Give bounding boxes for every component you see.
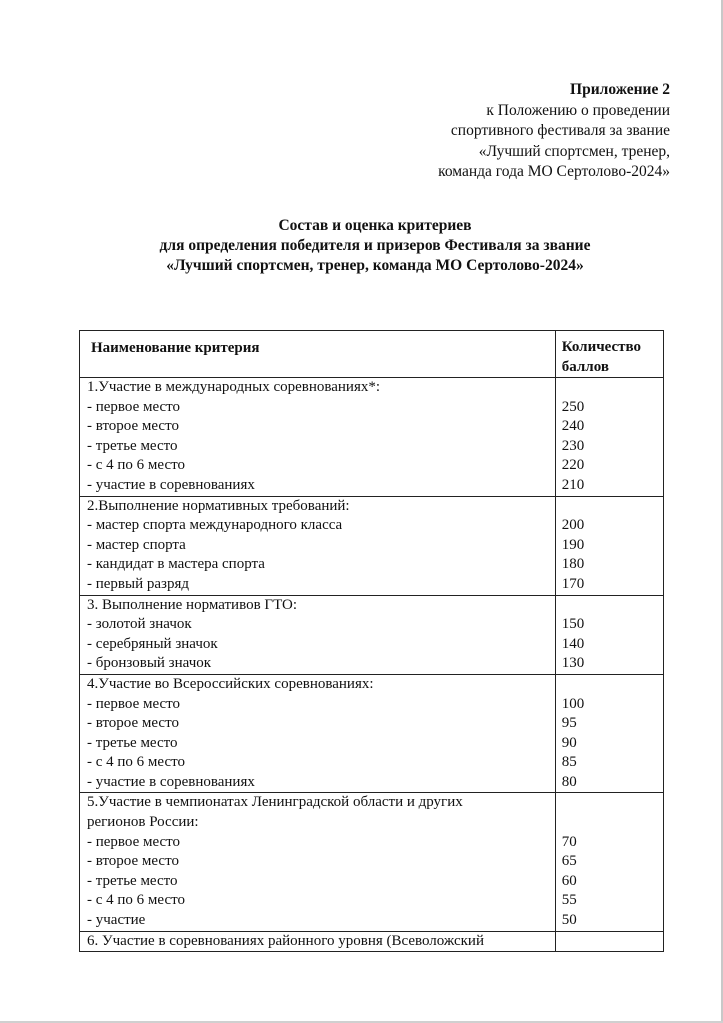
section-title: 4.Участие во Всероссийских соревнованиях: (87, 675, 374, 692)
points-cell (555, 496, 663, 595)
section-title: 5.Участие в чемпионатах Ленинградской области и других (87, 794, 463, 811)
criterion-item: - участие в соревнованиях (87, 476, 255, 493)
criterion-item: - с 4 по 6 место (87, 892, 185, 909)
points-value: 50 (561, 912, 577, 929)
table-header-row (80, 331, 664, 378)
table-row (80, 595, 664, 674)
appendix-line: команда года МО Сертолово-2024» (438, 163, 670, 181)
points-value: 240 (561, 418, 585, 435)
criterion-item: - кандидат в мастера спорта (87, 556, 265, 573)
points-value: 65 (561, 853, 577, 870)
table-row (80, 378, 664, 497)
points-cell (555, 595, 663, 674)
points-value: 150 (561, 616, 585, 633)
criterion-item: - серебряный значок (87, 635, 218, 652)
points-value: 80 (561, 773, 577, 790)
points-spacer (556, 378, 663, 398)
points-value: 130 (561, 655, 585, 672)
criterion-item: - второе место (87, 853, 179, 870)
header-criterion: Наименование критерия (80, 331, 556, 378)
table-row (80, 931, 664, 952)
criterion-item: - участие в соревнованиях (87, 773, 255, 790)
criterion-cell (80, 496, 556, 595)
points-value: 210 (561, 476, 585, 493)
section-title: регионов России: (87, 814, 199, 831)
criterion-item: - второе место (87, 418, 179, 435)
points-cell (555, 378, 663, 497)
points-spacer (556, 793, 663, 813)
points-value: 250 (561, 398, 585, 415)
heading-line: для определения победителя и призеров Фестиваля за звание (159, 237, 591, 254)
heading-line: «Лучший спортсмен, тренер, команда МО Сертолово-2024» (166, 257, 584, 274)
criterion-item: - с 4 по 6 место (87, 457, 185, 474)
criterion-item: - мастер спорта международного класса (87, 517, 343, 534)
points-value: 100 (561, 695, 585, 712)
criterion-cell (80, 931, 556, 952)
criterion-item: - третье место (87, 872, 178, 889)
points-value: 200 (561, 517, 585, 534)
criterion-item: - второе место (87, 715, 179, 732)
points-spacer (556, 497, 663, 517)
criterion-item: - бронзовый значок (87, 655, 212, 672)
points-cell (555, 674, 663, 793)
appendix-line: «Лучший спортсмен, тренер, (478, 142, 670, 160)
appendix-line: спортивного фестиваля за звание (450, 122, 670, 140)
points-value: 170 (561, 575, 585, 592)
appendix-line: к Положению о проведении (486, 101, 670, 119)
points-value: 70 (561, 833, 577, 850)
criterion-item: - первое место (87, 833, 181, 850)
section-title: 6. Участие в соревнованиях районного уровня (Всеволожский (87, 932, 484, 949)
criterion-item: - третье место (87, 437, 178, 454)
criterion-cell (80, 378, 556, 497)
criterion-item: - первый разряд (87, 575, 189, 592)
criterion-item: - с 4 по 6 место (87, 754, 185, 771)
points-value: 190 (561, 536, 585, 553)
criteria-body (80, 378, 664, 952)
appendix-block (438, 80, 670, 183)
points-value: 90 (561, 734, 577, 751)
section-title: 1.Участие в международных соревнованиях*: (87, 379, 381, 395)
appendix-title: Приложение 2 (570, 81, 670, 98)
points-value: 180 (561, 556, 585, 573)
criterion-item: - золотой значок (87, 616, 192, 633)
points-spacer (556, 932, 663, 952)
points-cell (555, 931, 663, 952)
section-title: 3. Выполнение нормативов ГТО: (87, 596, 298, 613)
points-value: 230 (561, 437, 585, 454)
criterion-item: - третье место (87, 734, 178, 751)
table-row (80, 496, 664, 595)
criterion-item: - мастер спорта (87, 536, 186, 553)
section-title: 2.Выполнение нормативных требований: (87, 497, 350, 514)
criterion-item: - участие (87, 912, 146, 929)
points-spacer (556, 675, 663, 695)
document-heading (40, 216, 710, 276)
criterion-item: - первое место (87, 398, 181, 415)
points-value: 220 (561, 457, 585, 474)
points-cell (555, 793, 663, 931)
criterion-item: - первое место (87, 695, 181, 712)
points-value: 95 (561, 715, 577, 732)
table-row (80, 793, 664, 931)
heading-line: Состав и оценка критериев (278, 217, 472, 234)
points-value: 60 (561, 872, 577, 889)
points-spacer (556, 813, 663, 833)
points-spacer (556, 596, 663, 616)
points-value: 85 (561, 754, 577, 771)
criterion-cell (80, 674, 556, 793)
criteria-table (79, 330, 664, 952)
header-points: Количество баллов (555, 331, 663, 378)
criterion-cell (80, 595, 556, 674)
criterion-cell (80, 793, 556, 931)
table-row (80, 674, 664, 793)
points-value: 55 (561, 892, 577, 909)
points-value: 140 (561, 635, 585, 652)
